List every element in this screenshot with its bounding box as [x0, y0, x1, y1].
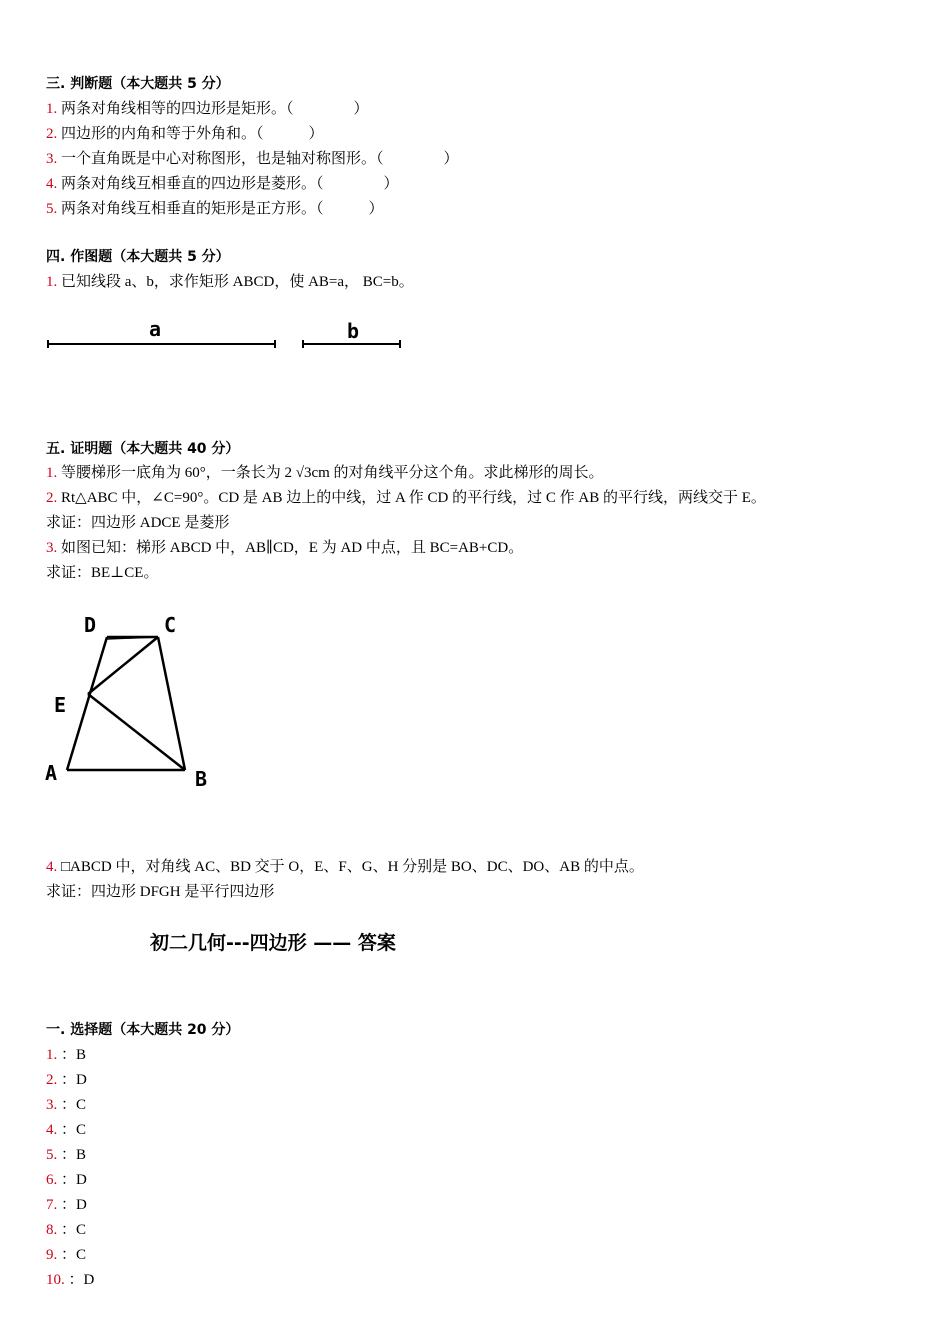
item-number: 6.	[46, 1172, 58, 1188]
segments-figure	[46, 314, 406, 354]
item-number: 1.	[46, 274, 58, 290]
item-text: ：B	[57, 1147, 87, 1163]
segment-eb	[88, 694, 185, 770]
item-number: 9.	[46, 1247, 58, 1263]
answer-item	[46, 1068, 87, 1093]
section3-item-4	[46, 172, 399, 197]
section5-q1	[46, 461, 604, 486]
label-c: C	[164, 613, 177, 637]
section4-heading: 四. 作图题（本大题共 5 分）	[46, 249, 230, 265]
item-number: 2.	[46, 126, 58, 142]
answer-item	[46, 1243, 86, 1268]
edge-cb	[158, 637, 185, 770]
section5-q4	[46, 855, 644, 880]
label-d: D	[84, 613, 97, 637]
item-number: 5.	[46, 201, 58, 217]
section5-q3-proof: 求证：BE⊥CE。	[46, 565, 159, 581]
item-number: 4.	[46, 176, 58, 192]
item-text: 两条对角线相等的四边形是矩形。（ ）	[57, 101, 369, 117]
item-text: 已知线段 a、b，求作矩形 ABCD，使 AB=a， BC=b。	[57, 274, 414, 290]
section4-item-1	[46, 270, 414, 295]
item-text: 如图已知：梯形 ABCD 中，AB∥CD，E 为 AD 中点，且 BC=AB+CD。	[57, 540, 524, 556]
section5-q3	[46, 536, 523, 561]
item-number: 2.	[46, 490, 58, 506]
item-text: ：C	[57, 1122, 87, 1138]
answers-title: 初二几何---四边形 —— 答案	[150, 932, 396, 954]
answer-item	[46, 1218, 86, 1243]
answer-item	[46, 1268, 94, 1293]
item-number: 3.	[46, 151, 58, 167]
item-number: 1.	[46, 1047, 58, 1063]
section5-q2	[46, 486, 766, 511]
section3-item-3	[46, 147, 459, 172]
answer-item	[46, 1168, 87, 1193]
section3-heading: 三. 判断题（本大题共 5 分）	[46, 76, 230, 92]
answer-item	[46, 1193, 87, 1218]
item-text: 两条对角线互相垂直的矩形是正方形。（ ）	[57, 201, 384, 217]
item-number: 10.	[46, 1272, 65, 1288]
item-text: 等腰梯形一底角为 60°，一条长为 2 √3cm 的对角线平分这个角。求此梯形的周长。	[57, 465, 604, 481]
segment-a-label: a	[149, 317, 162, 341]
item-number: 1.	[46, 465, 58, 481]
item-text: ：D	[57, 1172, 87, 1188]
item-number: 1.	[46, 101, 58, 117]
item-number: 3.	[46, 540, 58, 556]
item-text: Rt△ABC 中，∠C=90°。CD 是 AB 边上的中线，过 A 作 CD 的平行线，过 C 作 AB 的平行线，两线交于 E。	[57, 490, 766, 506]
answer-item	[46, 1093, 86, 1118]
item-text: □ABCD 中，对角线 AC、BD 交于 O，E、F、G、H 分别是 BO、DC、DO、AB 的中点。	[57, 859, 644, 875]
item-text: ：D	[64, 1272, 95, 1288]
section5-q2-proof: 求证：四边形 ADCE 是菱形	[46, 515, 230, 531]
item-text: 两条对角线互相垂直的四边形是菱形。（ ）	[57, 176, 399, 192]
item-number: 7.	[46, 1197, 58, 1213]
answer-item	[46, 1143, 86, 1168]
label-a: A	[45, 761, 58, 785]
item-number: 4.	[46, 1122, 58, 1138]
item-number: 5.	[46, 1147, 58, 1163]
item-number: 8.	[46, 1222, 58, 1238]
item-text: ：D	[57, 1197, 87, 1213]
section3-item-5	[46, 197, 384, 222]
label-e: E	[54, 693, 67, 717]
item-text: ：D	[57, 1072, 87, 1088]
item-number: 4.	[46, 859, 58, 875]
answer-item	[46, 1118, 86, 1143]
item-number: 3.	[46, 1097, 58, 1113]
section3-item-1	[46, 97, 369, 122]
item-number: 2.	[46, 1072, 58, 1088]
item-text: ：B	[57, 1047, 87, 1063]
item-text: 一个直角既是中心对称图形，也是轴对称图形。（ ）	[57, 151, 459, 167]
section5-q4-proof: 求证：四边形 DFGH 是平行四边形	[46, 884, 275, 900]
trapezoid-figure	[40, 604, 220, 794]
segment-b-label: b	[347, 319, 360, 343]
item-text: ：C	[57, 1247, 87, 1263]
section5-heading: 五. 证明题（本大题共 40 分）	[46, 441, 240, 457]
section3-item-2	[46, 122, 324, 147]
item-text: ：C	[57, 1097, 87, 1113]
item-text: ：C	[57, 1222, 87, 1238]
label-b: B	[195, 767, 208, 791]
answer-item	[46, 1043, 86, 1068]
item-text: 四边形的内角和等于外角和。（ ）	[57, 126, 324, 142]
answers-heading: 一. 选择题（本大题共 20 分）	[46, 1022, 240, 1038]
